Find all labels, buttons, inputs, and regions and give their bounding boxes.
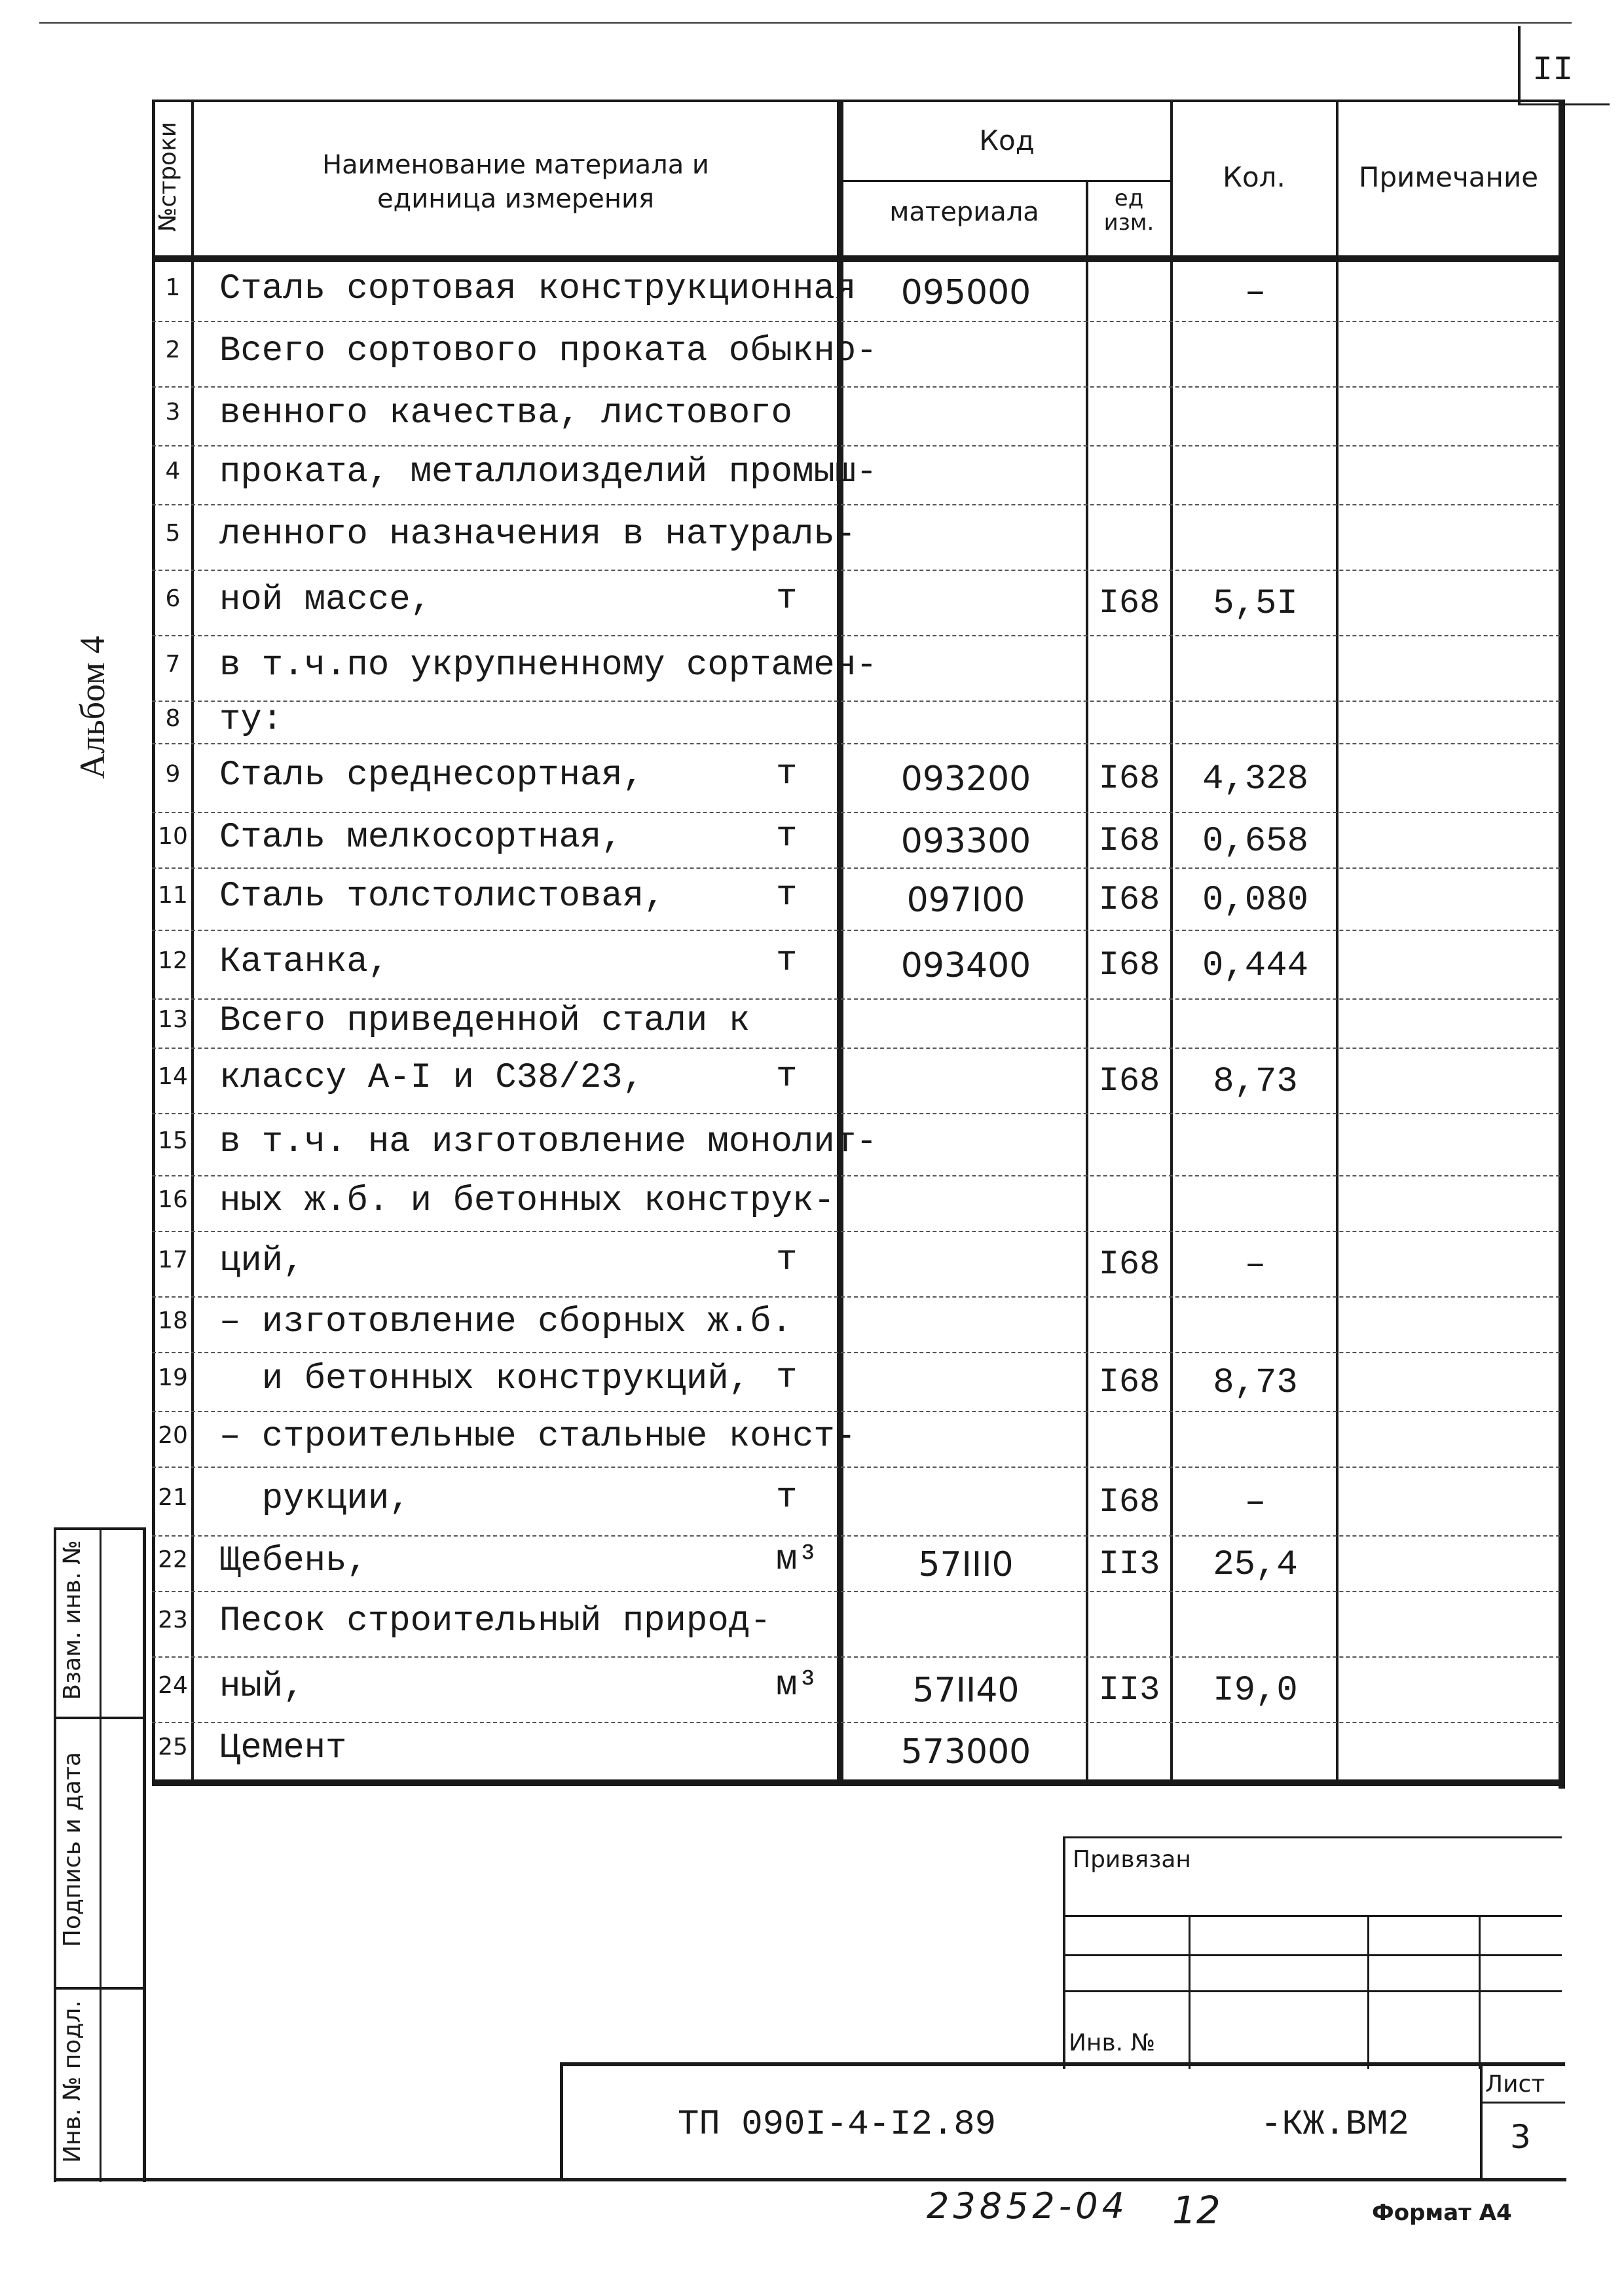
row-material-code: 097I00 — [906, 880, 1025, 920]
row-name: Цемент — [219, 1728, 347, 1768]
row-name: ций, — [219, 1241, 304, 1281]
row-unit-code: I68 — [1098, 1245, 1160, 1284]
row-material-code: 57II40 — [912, 1671, 1020, 1710]
tb-sheet-divider — [1480, 2102, 1565, 2104]
row-separator — [152, 504, 1560, 505]
row-number: 8 — [165, 704, 181, 732]
header-name-line1: Наименование материала и — [322, 150, 709, 180]
row-unit-symbol: т — [776, 1358, 798, 1398]
row-number: 4 — [165, 458, 181, 484]
tb-grid-line-1 — [1063, 1915, 1562, 1917]
row-material-code: 093400 — [900, 945, 1031, 985]
row-name: в т.ч. на изготовление монолит- — [219, 1121, 877, 1162]
tb-grid-col-3 — [1479, 1915, 1481, 2069]
row-number: 2 — [165, 337, 181, 363]
row-unit-code: I68 — [1098, 584, 1160, 623]
tb-attached-left — [1063, 1836, 1065, 2069]
header-bottom-border — [152, 255, 1565, 262]
row-name: – изготовление сборных ж.б. — [219, 1302, 792, 1342]
row-name: рукции, — [219, 1478, 411, 1519]
row-quantity: – — [1244, 1482, 1266, 1523]
row-unit-symbol: т — [776, 1240, 798, 1280]
row-material-code: 57III0 — [918, 1544, 1014, 1584]
row-unit-symbol: т — [776, 579, 798, 619]
tb-doc-suffix: -КЖ.ВМ2 — [1261, 2105, 1409, 2145]
tb-sheet-left — [1480, 2062, 1483, 2180]
code-subheader-line — [841, 180, 1172, 182]
row-unit-code: I68 — [1098, 1363, 1160, 1402]
row-name: классу А-I и С38/23, — [219, 1058, 644, 1098]
row-separator — [152, 998, 1560, 1000]
row-number: 6 — [165, 585, 181, 612]
row-name: Сталь сортовая конструкционная — [219, 269, 857, 309]
row-separator — [152, 386, 1560, 388]
row-name: ту: — [219, 699, 284, 740]
row-name: Сталь среднесортная, — [219, 755, 644, 795]
row-separator — [152, 445, 1560, 446]
row-name: Щебень, — [219, 1540, 368, 1581]
row-name: в т.ч.по укрупненному сортамен- — [219, 646, 877, 685]
row-separator — [152, 867, 1560, 869]
header-code-unit-line1: ед — [1114, 185, 1144, 211]
header-code: Код — [979, 124, 1035, 156]
row-quantity: I9,0 — [1213, 1671, 1298, 1711]
row-name: ленного назначения в натураль- — [219, 515, 857, 555]
row-separator — [152, 1048, 1560, 1049]
row-quantity: 25,4 — [1213, 1544, 1298, 1585]
row-name: Песок строительный природ- — [219, 1601, 771, 1641]
row-separator — [152, 1175, 1560, 1176]
row-separator — [152, 743, 1560, 744]
row-separator — [152, 1467, 1560, 1468]
row-separator — [152, 635, 1560, 636]
row-separator — [152, 1656, 1560, 1658]
stamp-outer-left — [54, 1527, 56, 2182]
header-qty: Кол. — [1223, 161, 1285, 193]
row-number: 9 — [165, 760, 181, 788]
table-top-border — [152, 100, 1565, 102]
header-name-line2: единица измерения — [377, 184, 655, 214]
row-name: Катанка, — [219, 941, 390, 982]
header-code-material: материала — [889, 197, 1039, 227]
row-material-code: 093200 — [900, 759, 1031, 799]
row-separator — [152, 1231, 1560, 1232]
tb-grid-line-2 — [1063, 1954, 1562, 1956]
top-border-line — [39, 22, 1572, 24]
footer-handwritten-number: 23852-04 — [927, 2185, 1128, 2227]
row-number: 12 — [158, 947, 188, 974]
row-name: – строительные стальные конст- — [219, 1416, 857, 1457]
row-name: ной массе, — [219, 580, 432, 620]
row-quantity: 5,5I — [1213, 584, 1298, 624]
tb-grid-col-2 — [1367, 1915, 1369, 2069]
row-material-code: 095000 — [900, 273, 1031, 312]
row-separator — [152, 1113, 1560, 1114]
tb-attached-label: Привязан — [1073, 1846, 1191, 1873]
row-unit-symbol: т — [776, 1477, 798, 1518]
row-name: ных ж.б. и бетонных конструк- — [219, 1180, 835, 1221]
row-separator — [152, 701, 1560, 702]
row-number: 3 — [165, 399, 181, 426]
header-row-number: №строки — [155, 121, 181, 232]
row-number: 13 — [158, 1006, 188, 1033]
stamp-sign-date: Подпись и дата — [59, 1751, 86, 1948]
tb-main-left — [560, 2062, 563, 2180]
row-number: 17 — [158, 1247, 188, 1273]
row-separator — [152, 570, 1560, 571]
row-separator — [152, 1722, 1560, 1723]
row-number: 18 — [158, 1307, 188, 1334]
stamp-right-border — [143, 1527, 146, 2182]
row-number: 15 — [158, 1127, 188, 1154]
table-bottom-border — [152, 1779, 1565, 1786]
row-name: проката, металлоизделий промыш- — [219, 452, 877, 492]
row-number: 14 — [158, 1063, 188, 1090]
row-quantity: 8,73 — [1213, 1363, 1298, 1403]
row-unit-code: II3 — [1098, 1544, 1160, 1584]
row-separator — [152, 321, 1560, 322]
row-name: и бетонных конструкций, — [219, 1359, 750, 1399]
page-number: II — [1532, 51, 1574, 90]
row-name: венного качества, листового — [219, 393, 792, 433]
tb-grid-line-3 — [1063, 1990, 1562, 1992]
header-code-unit-line2: изм. — [1103, 210, 1154, 236]
tb-inv-label: Инв. № — [1069, 2030, 1156, 2056]
row-unit-code: I68 — [1098, 1482, 1160, 1522]
row-separator — [152, 812, 1560, 813]
row-number: 25 — [158, 1734, 188, 1760]
row-unit-symbol: т — [776, 754, 798, 794]
row-unit-code: I68 — [1098, 821, 1160, 860]
tb-attached-top — [1063, 1836, 1562, 1838]
row-name: Сталь толстолистовая, — [219, 876, 665, 917]
row-unit-code: I68 — [1098, 759, 1160, 798]
row-name: ный, — [219, 1667, 304, 1707]
row-name: Всего приведенной стали к — [219, 1000, 750, 1041]
tb-sheet-label: Лист — [1485, 2071, 1545, 2098]
row-number: 20 — [158, 1421, 188, 1449]
row-number: 7 — [165, 651, 181, 678]
row-quantity: – — [1244, 1245, 1266, 1285]
stamp-replace-inv: Взам. инв. № — [59, 1540, 86, 1700]
row-unit-symbol: м³ — [776, 1539, 819, 1580]
row-number: 21 — [158, 1484, 188, 1511]
stamp-bottom — [54, 2178, 1566, 2181]
row-name: Сталь мелкосортная, — [219, 817, 623, 858]
row-quantity: 0,658 — [1202, 821, 1309, 862]
tb-doc-code: ТП 090I-4-I2.89 — [678, 2105, 997, 2145]
row-separator — [152, 1535, 1560, 1537]
col-unit-divider — [1170, 100, 1173, 1782]
footer-format: Формат А4 — [1372, 2200, 1512, 2226]
tb-main-top — [560, 2062, 1565, 2066]
row-quantity: 8,73 — [1213, 1062, 1298, 1102]
row-unit-code: I68 — [1098, 945, 1160, 985]
row-number: 19 — [158, 1364, 188, 1391]
footer-handwritten-page: 12 — [1172, 2188, 1221, 2232]
stamp-inner-divider — [100, 1527, 101, 2182]
row-separator — [152, 1352, 1560, 1353]
row-material-code: 573000 — [900, 1732, 1031, 1772]
row-unit-symbol: т — [776, 940, 798, 981]
tb-sheet-number: 3 — [1510, 2118, 1531, 2156]
tb-grid-col-1 — [1189, 1915, 1190, 2069]
row-quantity: – — [1244, 273, 1266, 313]
row-number: 22 — [158, 1546, 188, 1573]
row-unit-code: I68 — [1098, 880, 1160, 919]
row-separator — [152, 1411, 1560, 1412]
row-separator — [152, 1591, 1560, 1592]
row-number: 10 — [158, 822, 188, 850]
row-separator — [152, 930, 1560, 931]
row-number: 1 — [165, 274, 181, 301]
album-label: Альбом 4 — [73, 636, 112, 779]
row-material-code: 093300 — [900, 821, 1031, 861]
row-unit-symbol: т — [776, 1057, 798, 1097]
row-separator — [152, 1296, 1560, 1298]
row-unit-code: II3 — [1098, 1671, 1160, 1709]
header-note: Примечание — [1358, 161, 1539, 193]
row-quantity: 4,328 — [1202, 759, 1309, 799]
row-number: 24 — [158, 1672, 188, 1699]
row-quantity: 0,080 — [1202, 880, 1309, 920]
col-qty-divider — [1336, 100, 1338, 1782]
row-unit-symbol: м³ — [776, 1666, 819, 1705]
row-number: 23 — [158, 1607, 188, 1633]
row-unit-symbol: т — [776, 816, 798, 856]
row-number: 16 — [158, 1186, 188, 1213]
stamp-inv-orig: Инв. № подл. — [59, 2000, 86, 2163]
page-number-box-left — [1518, 26, 1521, 105]
row-quantity: 0,444 — [1202, 945, 1309, 986]
row-unit-code: I68 — [1098, 1062, 1160, 1101]
row-name: Всего сортового проката обыкно- — [219, 331, 877, 371]
row-number: 5 — [165, 520, 181, 547]
row-unit-symbol: т — [776, 875, 798, 915]
row-number: 11 — [158, 881, 188, 909]
